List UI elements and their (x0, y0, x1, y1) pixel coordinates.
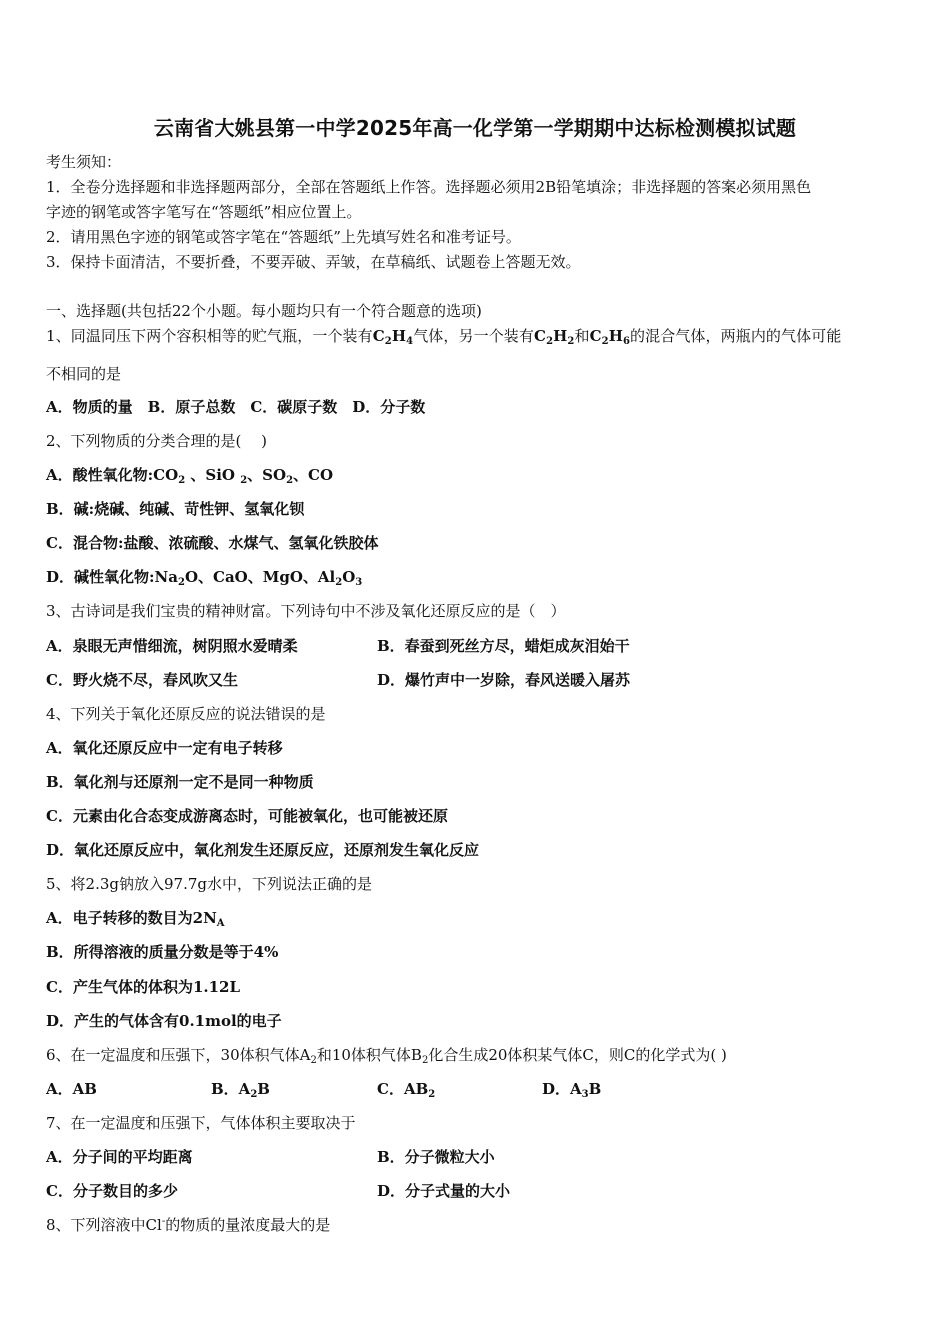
q2a-end: 、CO (293, 466, 334, 484)
question-3-option-a: A．泉眼无声惜细流，树阴照水爱晴柔 (46, 637, 298, 655)
c2h2-sub-2: 2 (546, 336, 554, 347)
question-4-option-d: D．氧化还原反应中，氧化剂发生还原反应，还原剂发生氧化反应 (46, 841, 480, 859)
notice-item-3: 3．保持卡面清洁，不要折叠，不要弄破、弄皱，在草稿纸、试题卷上答题无效。 (46, 253, 581, 271)
section-heading: 一、选择题(共包括22个小题。每小题均只有一个符合题意的选项) (46, 302, 482, 320)
q6d-sub: 3 (581, 1089, 589, 1100)
q8-sup: - (161, 1216, 166, 1227)
q2d-sub-1: 2 (177, 577, 185, 588)
question-5-option-b: B．所得溶液的质量分数是等于4% (46, 943, 279, 961)
question-5-option-c: C．产生气体的体积为1.12L (46, 978, 241, 996)
question-1-options: A．物质的量 B．原子总数 C．碳原子数 D．分子数 (46, 398, 426, 416)
notice-heading: 考生须知： (46, 153, 122, 171)
c2h6-formula (590, 327, 630, 345)
question-6-stem (46, 1045, 727, 1065)
question-1-stem (46, 326, 841, 346)
q6b-text: B．A (211, 1080, 251, 1098)
question-7-option-c: C．分子数目的多少 (46, 1182, 178, 1200)
q2a-mid: 、SiO (185, 466, 241, 484)
question-2-option-b: B．碱:烧碱、纯碱、苛性钾、氢氧化钡 (46, 500, 305, 518)
question-3-option-b: B．春蚕到死丝方尽，蜡炬成灰泪始干 (377, 637, 630, 655)
q1-text-part-4: 的混合气体，两瓶内的气体可能 (630, 327, 842, 345)
question-6-option-d (542, 1079, 601, 1099)
c2h2-h: H (553, 327, 568, 345)
c2h6-h: H (608, 327, 623, 345)
question-6-option-b (211, 1079, 270, 1099)
question-4-stem: 4、下列关于氧化还原反应的说法错误的是 (46, 705, 326, 723)
q5a-text: A．电子转移的数目为2N (46, 909, 217, 927)
question-1-stem-line-2: 不相同的是 (46, 365, 122, 383)
c2h2-c: C (534, 327, 547, 345)
question-5-stem: 5、将2.3g钠放入97.7g水中，下列说法正确的是 (46, 875, 373, 893)
q6d-end: B (588, 1080, 602, 1098)
question-2-stem: 2、下列物质的分类合理的是( ) (46, 432, 268, 450)
notice-item-1-line-1: 1．全卷分选择题和非选择题两部分，全部在答题纸上作答。选择题必须用2B铅笔填涂；非选择题的答案必须用黑色 (46, 178, 812, 196)
notice-item-1-line-2: 字迹的钢笔或答字笔写在“答题纸”相应位置上。 (46, 203, 362, 221)
c2h6-sub-2: 2 (601, 336, 609, 347)
question-2-option-c: C．混合物:盐酸、浓硫酸、水煤气、氢氧化铁胶体 (46, 534, 379, 552)
c2h4-formula (373, 327, 413, 345)
q6-text-1: 6、在一定温度和压强下，30体积气体A (46, 1046, 311, 1064)
notice-item-2: 2．请用黑色字迹的钢笔或答字笔在“答题纸”上先填写姓名和准考证号。 (46, 228, 521, 246)
c2h4-h: H (391, 327, 407, 345)
q6d-text: D．A (542, 1080, 582, 1098)
question-4-option-a: A．氧化还原反应中一定有电子转移 (46, 739, 283, 757)
question-7-option-b: B．分子微粒大小 (377, 1148, 495, 1166)
q1-text-part-1: 1、同温同压下两个容积相等的贮气瓶，一个装有 (46, 327, 373, 345)
q2d-text: D．碱性氧化物:Na (46, 568, 178, 586)
c2h4-sub-4: 4 (406, 336, 414, 347)
q6-text-3: 化合生成20体积某气体C，则C的化学式为( ) (428, 1046, 727, 1064)
q6b-sub: 2 (250, 1089, 258, 1100)
c2h2-formula (534, 327, 574, 345)
q2a-text: A．酸性氧化物:CO (46, 466, 179, 484)
question-4-option-c: C．元素由化合态变成游离态时，可能被氧化，也可能被还原 (46, 807, 448, 825)
c2h2-sub-2b: 2 (567, 336, 575, 347)
question-2-option-a (46, 465, 333, 485)
question-6-option-a: A．AB (46, 1080, 97, 1098)
page-title: 云南省大姚县第一中学2025年高一化学第一学期期中达标检测模拟试题 (153, 116, 797, 140)
q2d-mid-1: O、CaO、MgO、Al (184, 568, 336, 586)
q6b-end: B (257, 1080, 270, 1098)
q8-text-1: 8、下列溶液中Cl (46, 1216, 162, 1234)
question-7-option-a: A．分子间的平均距离 (46, 1148, 193, 1166)
q6-sub-1: 2 (310, 1055, 317, 1066)
c2h6-sub-6: 6 (622, 336, 631, 347)
question-7-option-d: D．分子式量的大小 (377, 1182, 511, 1200)
question-7-stem: 7、在一定温度和压强下，气体体积主要取决于 (46, 1114, 356, 1132)
q2d-sub-3: 3 (355, 577, 363, 588)
question-2-option-d (46, 567, 362, 587)
c2h4-c: C (372, 327, 385, 345)
q8-text-2: 的物质的量浓度最大的是 (165, 1216, 331, 1234)
c2h4-sub-2: 2 (384, 336, 392, 347)
question-8-stem (46, 1215, 330, 1235)
q2a-sub-1: 2 (178, 475, 186, 486)
q2a-sub-3: 2 (286, 475, 294, 486)
question-5-option-d: D．产生的气体含有0.1mol的电子 (46, 1012, 282, 1030)
q2a-sub-2: 2 (240, 475, 248, 486)
question-3-stem: 3、古诗词是我们宝贵的精神财富。下列诗句中不涉及氧化还原反应的是（ ） (46, 602, 566, 620)
q6-text-2: 和10体积气体B (316, 1046, 422, 1064)
q2d-mid-2: O (342, 568, 356, 586)
q6c-text: C．AB (377, 1080, 429, 1098)
question-3-option-d: D．爆竹声中一岁除，春风送暖入屠苏 (377, 671, 631, 689)
c2h6-c: C (589, 327, 602, 345)
question-5-option-a (46, 908, 225, 928)
q2d-sub-2: 2 (335, 577, 343, 588)
question-6-option-c (377, 1079, 435, 1099)
question-3-option-c: C．野火烧不尽，春风吹又生 (46, 671, 238, 689)
q2a-mid-2: 、SO (247, 466, 287, 484)
q1-text-part-3: 和 (574, 327, 590, 345)
q5a-sub: A (216, 918, 225, 929)
q6-sub-2: 2 (421, 1055, 429, 1066)
question-4-option-b: B．氧化剂与还原剂一定不是同一种物质 (46, 773, 314, 791)
q1-text-part-2: 气体，另一个装有 (413, 327, 535, 345)
q6c-sub: 2 (428, 1089, 436, 1100)
